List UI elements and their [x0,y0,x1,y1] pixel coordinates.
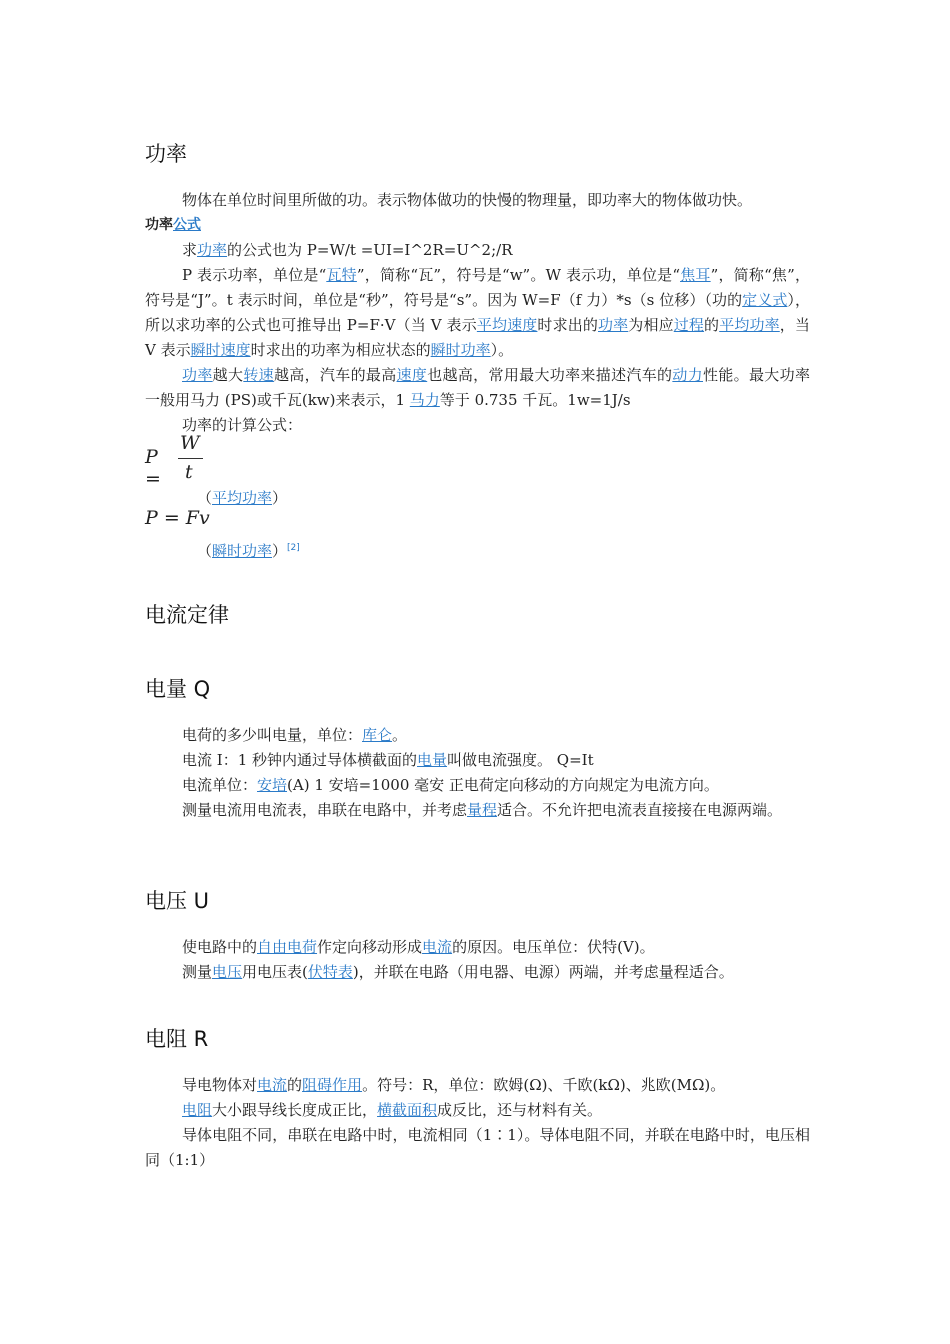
resistance-line-2: 电阻大小跟导线长度成正比，横截面积成反比，还与材料有关。 [182,1101,603,1119]
link-voltage[interactable]: 电压 [212,963,243,981]
charge-line-2: 电流 I：1 秒钟内通过导体横截面的电量叫做电流强度。 Q=It [182,751,594,769]
link-average-power-caption[interactable]: 平均功率 [212,489,273,507]
link-horsepower[interactable]: 马力 [409,391,440,409]
power-calc-label: 功率的计算公式： [182,416,303,434]
link-rotation-speed[interactable]: 转速 [243,366,274,384]
link-power-2[interactable]: 功率 [598,316,629,334]
formula-denominator: t [185,461,193,483]
link-power-3[interactable]: 功率 [182,366,213,384]
caption-instant-power: （瞬时功率）[2] [197,542,300,560]
power-definition: 物体在单位时间里所做的功。表示物体做功的快慢的物理量，即功率大的物体做功快。 [182,191,753,209]
formula-numerator: W [180,432,200,454]
link-instant-power-caption[interactable]: 瞬时功率 [212,542,273,560]
link-resistance[interactable]: 电阻 [182,1101,213,1119]
voltage-line-1: 使电路中的自由电荷作定向移动形成电流的原因。电压单位：伏特(V)。 [182,938,655,956]
resistance-line-3: 导体电阻不同，串联在电路中时，电流相同（1∶1）。导体电阻不同，并联在电路中时，电压相同（1:1） [145,1126,810,1169]
link-definition[interactable]: 定义式 [742,291,788,309]
link-instant-velocity[interactable]: 瞬时速度 [190,341,251,359]
section-title-voltage: 电压 U [145,889,210,913]
formula-lhs: P = [145,446,161,490]
voltage-line-2: 测量电压用电压表(伏特表)，并联在电路（用电器、电源）两端，并考虑量程适合。 [182,963,734,981]
charge-line-4: 测量电流用电流表，串联在电路中，并考虑量程适合。不允许把电流表直接接在电源两端。 [182,801,783,819]
link-ampere[interactable]: 安培 [257,776,288,794]
power-formula-line: 求功率的公式也为 P=W/t =UI=I^2R=U^2;/R [182,241,513,259]
link-current[interactable]: 电流 [422,938,453,956]
link-dynamics[interactable]: 动力 [672,366,704,384]
link-instant-power[interactable]: 瞬时功率 [430,341,491,359]
link-watt[interactable]: 瓦特 [326,266,357,284]
link-hindrance[interactable]: 阻碍作用 [302,1076,363,1094]
link-charge[interactable]: 电量 [417,751,448,769]
link-coulomb[interactable]: 库仑 [362,726,393,744]
reference-marker[interactable]: [2] [287,543,300,553]
link-formula[interactable]: 公式 [173,217,201,233]
link-average-velocity[interactable]: 平均速度 [476,316,538,334]
power-formula-subheading: 功率公式 [145,217,201,233]
link-free-charge[interactable]: 自由电荷 [257,938,318,956]
fraction-bar [178,458,203,459]
link-range[interactable]: 量程 [467,801,498,819]
section-title-resistance: 电阻 R [145,1027,209,1051]
link-voltmeter[interactable]: 伏特表 [307,963,353,981]
power-explanation: P 表示功率，单位是“瓦特”，简称“瓦”，符号是“w”。W 表示功，单位是“焦耳”，简称“焦”，符号是“J”。t 表示时间，单位是“秒”，符号是“s”。因为 W=F（f 力）*s（s 位移）（功的定义式），所以求功率的公式也可推导出 P=F·V（当 V 表示平均速度时求出的功率为相应过程的平均功率，当 V 表示瞬时速度时求出的功率为相应状态的瞬时功率）。 [145,266,810,359]
link-joule[interactable]: 焦耳 [680,266,711,284]
section-title-power: 功率 [145,142,187,166]
formula-instant-power: P = Fv [145,507,210,529]
section-title-charge: 电量 Q [145,677,211,701]
link-process[interactable]: 过程 [673,316,705,334]
caption-average-power: （平均功率） [197,489,288,507]
link-speed[interactable]: 速度 [396,366,428,384]
section-title-current-law: 电流定律 [145,603,229,627]
link-current-2[interactable]: 电流 [257,1076,288,1094]
power-car-paragraph: 功率越大转速越高，汽车的最高速度也越高，常用最大功率来描述汽车的动力性能。最大功率一般用马力 (PS)或千瓦(kw)来表示，1 马力等于 0.735 千瓦。1w=1J/s [145,366,810,409]
charge-line-3: 电流单位：安培(A) 1 安培=1000 毫安 正电荷定向移动的方向规定为电流方向。 [182,776,719,794]
link-cross-section[interactable]: 横截面积 [377,1101,438,1119]
charge-line-1: 电荷的多少叫电量，单位：库仑。 [182,726,408,744]
resistance-line-1: 导电物体对电流的阻碍作用。符号：R，单位：欧姆(Ω)、千欧(kΩ)、兆欧(MΩ)。 [182,1076,726,1094]
link-average-power[interactable]: 平均功率 [719,316,780,334]
link-power[interactable]: 功率 [197,241,228,259]
